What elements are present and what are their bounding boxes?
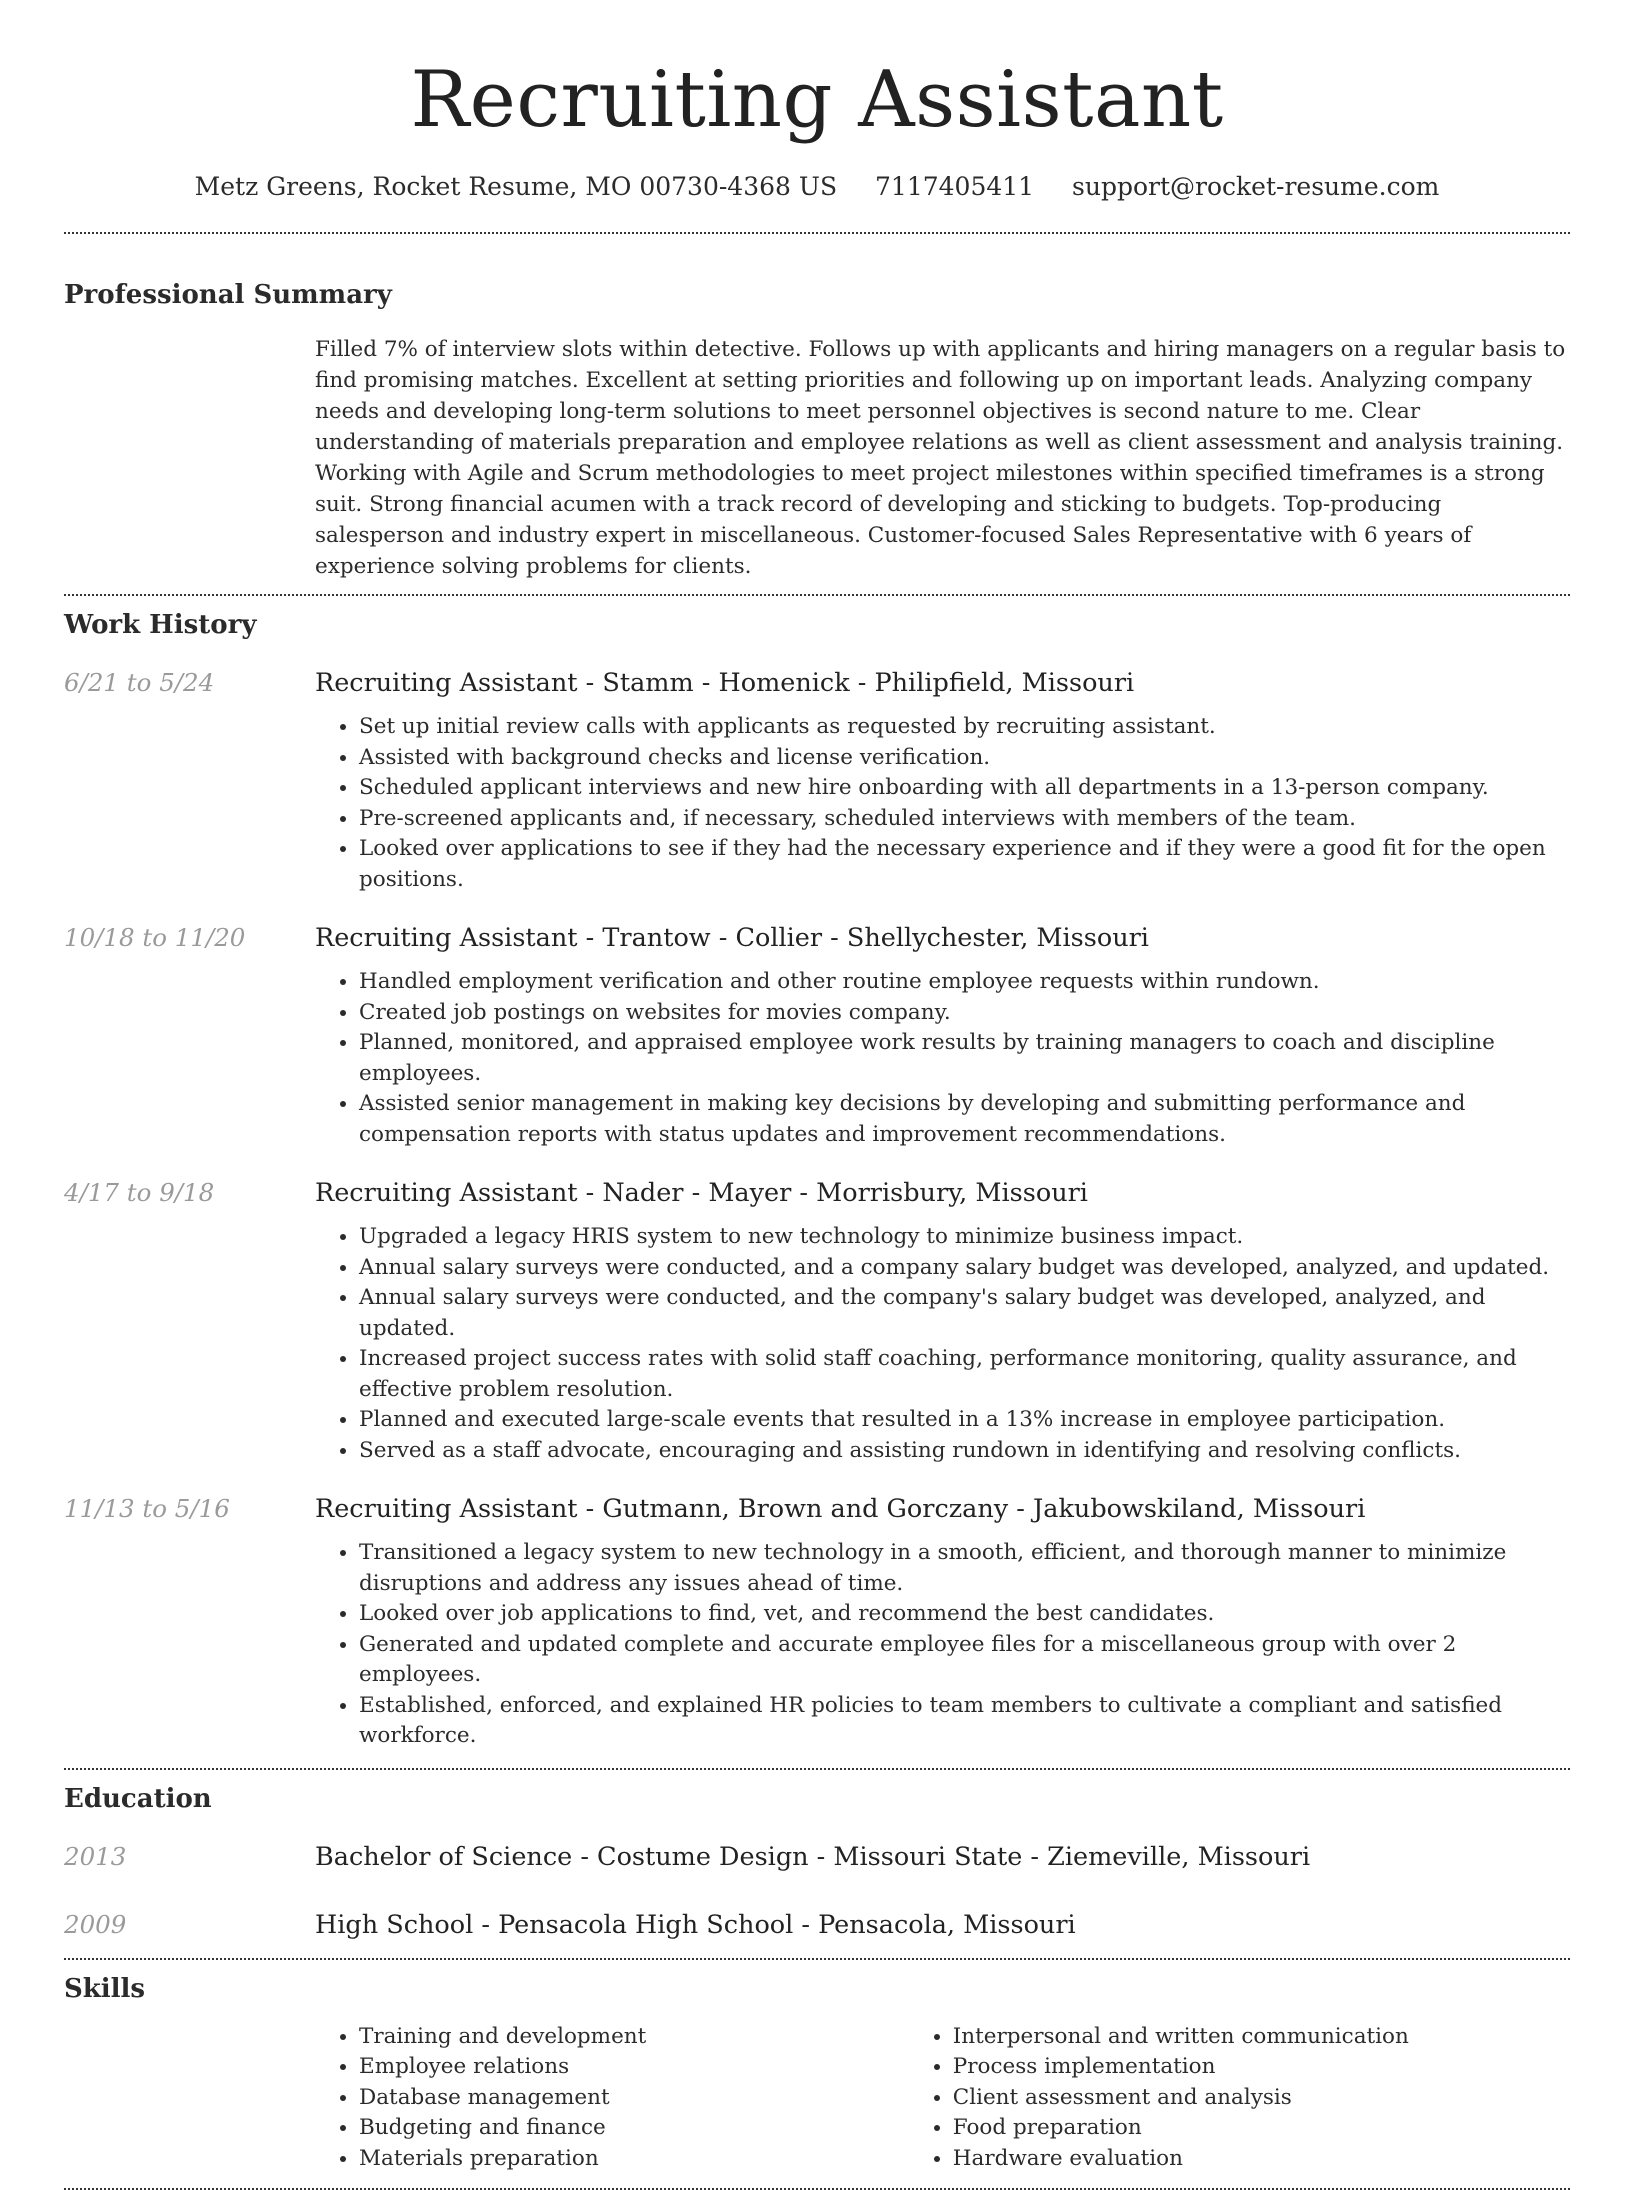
job-entry — [64, 1492, 1570, 1752]
section-title-education: Education — [64, 1783, 212, 1814]
divider — [64, 232, 1570, 234]
education-entry — [64, 1840, 1570, 1874]
education-year: 2009 — [64, 1909, 127, 1939]
education-degree: Bachelor of Science - Costume Design - Missouri State - Ziemeville, Missouri — [315, 1841, 1311, 1872]
list-item: • Annual salary surveys were conducted, and a company salary budget was developed, analyzed, and updated. — [359, 1253, 1570, 1284]
list-item: • Scheduled applicant interviews and new hire onboarding with all departments in a 13-person company. — [359, 773, 1570, 804]
job-title: Recruiting Assistant - Stamm - Homenick - Philipfield, Missouri — [315, 668, 1135, 698]
list-item: • Handled employment verification and other routine employee requests within rundown. — [359, 967, 1570, 998]
job-bullets — [315, 967, 1570, 1150]
skill-item: • Employee relations — [359, 2052, 909, 2083]
list-item: • Assisted senior management in making key decisions by developing and submitting performance and compensation reports with status updates and improvement recommendations. — [359, 1089, 1570, 1150]
job-dates: 10/18 to 11/20 — [64, 923, 246, 952]
job-dates: 6/21 to 5/24 — [64, 668, 215, 697]
job-title: Recruiting Assistant - Gutmann, Brown and Gorczany - Jakubowskiland, Missouri — [315, 1494, 1366, 1524]
job-bullets — [315, 712, 1570, 895]
skills-list-left — [315, 2022, 909, 2175]
list-item: • Annual salary surveys were conducted, and the company's salary budget was developed, analyzed, and updated. — [359, 1283, 1570, 1344]
candidate-name: Recruiting Assistant — [410, 55, 1224, 145]
list-item: • Transitioned a legacy system to new technology in a smooth, efficient, and thorough manner to minimize disruptions and address any issues ahead of time. — [359, 1538, 1570, 1599]
job-dates: 11/13 to 5/16 — [64, 1494, 230, 1523]
job-title: Recruiting Assistant - Nader - Mayer - Morrisbury, Missouri — [315, 1178, 1088, 1208]
section-title-skills: Skills — [64, 1973, 146, 2004]
list-item: • Pre-screened applicants and, if necessary, scheduled interviews with members of the team. — [359, 804, 1570, 835]
summary-text: Filled 7% of interview slots within detective. Follows up with applicants and hiring managers on a regular basis to find promising matches. Excellent at setting priorities and following up on important leads. Analyzing company needs and developing long-term solutions to meet personnel objectives is second nature to me. Clear understanding of materials preparation and employee relations as well as client assessment and analysis training. Working with Agile and Scrum methodologies to meet project milestones within specified timeframes is a strong suit. Strong financial acumen with a track record of developing and sticking to budgets. Top-producing salesperson and industry expert in miscellaneous. Customer-focused Sales Representative with 6 years of experience solving problems for clients. — [315, 337, 1566, 579]
skill-item: • Process implementation — [953, 2052, 1570, 2083]
list-item: • Assisted with background checks and license verification. — [359, 743, 1570, 774]
job-title: Recruiting Assistant - Trantow - Collier - Shellychester, Missouri — [315, 923, 1149, 953]
skills-section — [64, 1972, 1570, 2175]
list-item: • Increased project success rates with solid staff coaching, performance monitoring, quality assurance, and effective problem resolution. — [359, 1344, 1570, 1405]
skill-item: • Materials preparation — [359, 2144, 909, 2175]
skill-item: • Budgeting and finance — [359, 2113, 909, 2144]
list-item: • Looked over applications to see if they had the necessary experience and if they were a good fit for the open positions. — [359, 834, 1570, 895]
skills-grid — [315, 2022, 1570, 2175]
job-dates: 4/17 to 9/18 — [64, 1178, 215, 1207]
list-item: • Looked over job applications to find, vet, and recommend the best candidates. — [359, 1599, 1570, 1630]
skill-item: • Interpersonal and written communication — [953, 2022, 1570, 2053]
summary-section — [64, 278, 1570, 582]
list-item: • Established, enforced, and explained HR policies to team members to cultivate a compliant and satisfied workforce. — [359, 1691, 1570, 1752]
education-entry — [64, 1908, 1570, 1942]
skill-item: • Hardware evaluation — [953, 2144, 1570, 2175]
section-title-summary: Professional Summary — [64, 280, 392, 310]
resume-page — [64, 0, 1570, 2190]
skill-item: • Training and development — [359, 2022, 909, 2053]
list-item: • Planned and executed large-scale events that resulted in a 13% increase in employee participation. — [359, 1405, 1570, 1436]
education-degree: High School - Pensacola High School - Pensacola, Missouri — [315, 1909, 1076, 1940]
section-title-work-history: Work History — [64, 610, 257, 640]
skill-item: • Client assessment and analysis — [953, 2083, 1570, 2114]
list-item: • Created job postings on websites for movies company. — [359, 998, 1570, 1029]
education-year: 2013 — [64, 1841, 127, 1871]
list-item: • Generated and updated complete and accurate employee files for a miscellaneous group with over 2 employees. — [359, 1630, 1570, 1691]
job-entry — [64, 1176, 1570, 1466]
list-item: • Set up initial review calls with applicants as requested by recruiting assistant. — [359, 712, 1570, 743]
divider — [64, 594, 1570, 596]
job-entry — [64, 666, 1570, 895]
address: Metz Greens, Rocket Resume, MO 00730-4368 US — [194, 172, 838, 201]
list-item: • Served as a staff advocate, encouraging and assisting rundown in identifying and resolving conflicts. — [359, 1436, 1570, 1467]
list-item: • Planned, monitored, and appraised employee work results by training managers to coach and discipline employees. — [359, 1028, 1570, 1089]
work-history-section — [64, 608, 1570, 1752]
divider — [64, 1768, 1570, 1770]
skill-item: • Food preparation — [953, 2113, 1570, 2144]
skill-item: • Database management — [359, 2083, 909, 2114]
list-item: • Upgraded a legacy HRIS system to new technology to minimize business impact. — [359, 1222, 1570, 1253]
email-link[interactable]: support@rocket-resume.com — [1072, 172, 1440, 201]
job-bullets — [315, 1222, 1570, 1466]
job-bullets — [315, 1538, 1570, 1752]
job-entry — [64, 921, 1570, 1150]
contact-line — [64, 170, 1570, 204]
skills-list-right — [909, 2022, 1570, 2175]
phone: 7117405411 — [875, 172, 1035, 201]
divider — [64, 1958, 1570, 1960]
education-section — [64, 1782, 1570, 1942]
